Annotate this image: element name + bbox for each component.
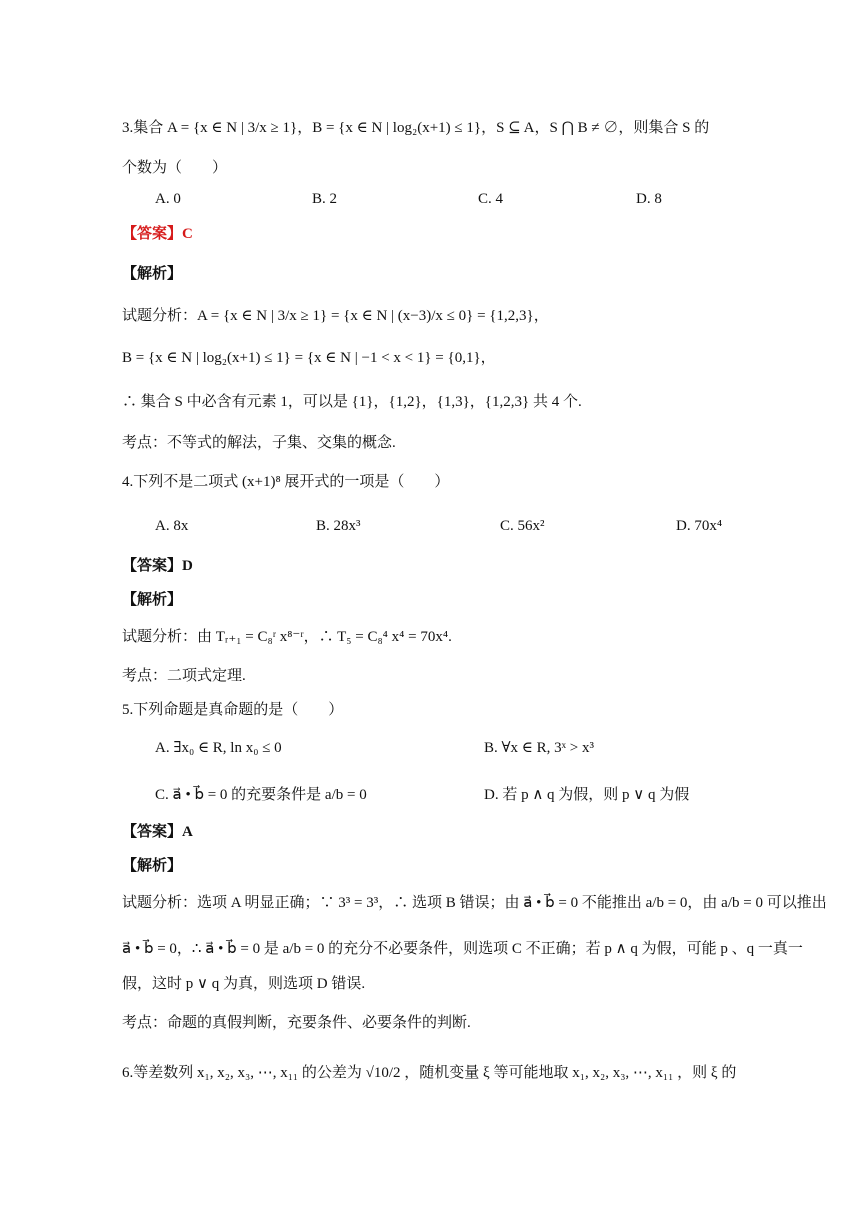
q5-analysis-label: 【解析】 — [122, 858, 183, 874]
q4-stem: 4.下列不是二项式 (x+1)⁸ 展开式的一项是（ ） — [122, 474, 450, 490]
q4-option-b: B. 28x³ — [316, 518, 361, 534]
q5-option-b: B. ∀x ∈ R, 3ˣ > x³ — [484, 740, 594, 756]
q3-analysis-line1: 试题分析：A = {x ∈ N | 3/x ≥ 1} = {x ∈ N | (x−3)/x ≤ 0} = {1,2,3}， — [122, 308, 549, 324]
q5-analysis-line2: a⃗ • b⃗ = 0，∴ a⃗ • b⃗ = 0 是 a/b = 0 的充分不必要条件，则选项 C 不正确；若 p ∧ q 为假，可能 p 、q 一真一 — [122, 941, 803, 957]
q4-analysis-line1: 试题分析：由 Tᵣ₊₁ = C₈ʳ x⁸⁻ʳ，∴ T₅ = C₈⁴ x⁴ = 70x⁴. — [122, 629, 452, 645]
q5-stem: 5.下列命题是真命题的是（ ） — [122, 702, 344, 718]
q3-analysis-label: 【解析】 — [122, 266, 183, 282]
q3-answer: 【答案】C — [122, 226, 193, 242]
q3-analysis-line2: B = {x ∈ N | log₂(x+1) ≤ 1} = {x ∈ N | −1 < x < 1} = {0,1}， — [122, 350, 496, 366]
q5-analysis-line3: 假，这时 p ∨ q 为真，则选项 D 错误. — [122, 976, 366, 992]
q4-option-d: D. 70x⁴ — [676, 518, 723, 534]
q3-stem-line1: 3.集合 A = {x ∈ N | 3/x ≥ 1}，B = {x ∈ N | log₂(x+1) ≤ 1}，S ⊆ A，S ⋂ B ≠ ∅，则集合 S 的 — [122, 120, 710, 136]
q4-option-c: C. 56x² — [500, 518, 545, 534]
q5-option-c: C. a⃗ • b⃗ = 0 的充要条件是 a/b = 0 — [155, 787, 367, 803]
q4-analysis-label: 【解析】 — [122, 592, 183, 608]
q3-stem-line2: 个数为（ ） — [122, 160, 228, 176]
q4-option-a: A. 8x — [155, 518, 189, 534]
q4-key-point: 考点：二项式定理. — [122, 668, 246, 684]
q5-option-d: D. 若 p ∧ q 为假，则 p ∨ q 为假 — [484, 787, 690, 803]
q5-key-point: 考点：命题的真假判断，充要条件、必要条件的判断. — [122, 1015, 471, 1031]
q3-analysis-line3: ∴ 集合 S 中必含有元素 1，可以是 {1}，{1,2}，{1,3}，{1,2,3} 共 4 个. — [122, 394, 582, 410]
q3-key-point: 考点：不等式的解法，子集、交集的概念. — [122, 435, 396, 451]
q5-option-a: A. ∃x₀ ∈ R, ln x₀ ≤ 0 — [155, 740, 282, 756]
q3-option-c: C. 4 — [478, 191, 504, 207]
q4-answer: 【答案】D — [122, 558, 193, 574]
q6-stem: 6.等差数列 x₁, x₂, x₃, ⋯, x₁₁ 的公差为 √10/2 ，随机变量 ξ 等可能地取 x₁, x₂, x₃, ⋯, x₁₁ ，则 ξ 的 — [122, 1065, 737, 1081]
q3-option-a: A. 0 — [155, 191, 181, 207]
q3-option-d: D. 8 — [636, 191, 662, 207]
q5-answer: 【答案】A — [122, 824, 193, 840]
q5-analysis-line1: 试题分析：选项 A 明显正确；∵ 3³ = 3³，∴ 选项 B 错误；由 a⃗ • b⃗ = 0 不能推出 a/b = 0，由 a/b = 0 可以推出 — [122, 895, 827, 911]
q3-option-b: B. 2 — [312, 191, 338, 207]
